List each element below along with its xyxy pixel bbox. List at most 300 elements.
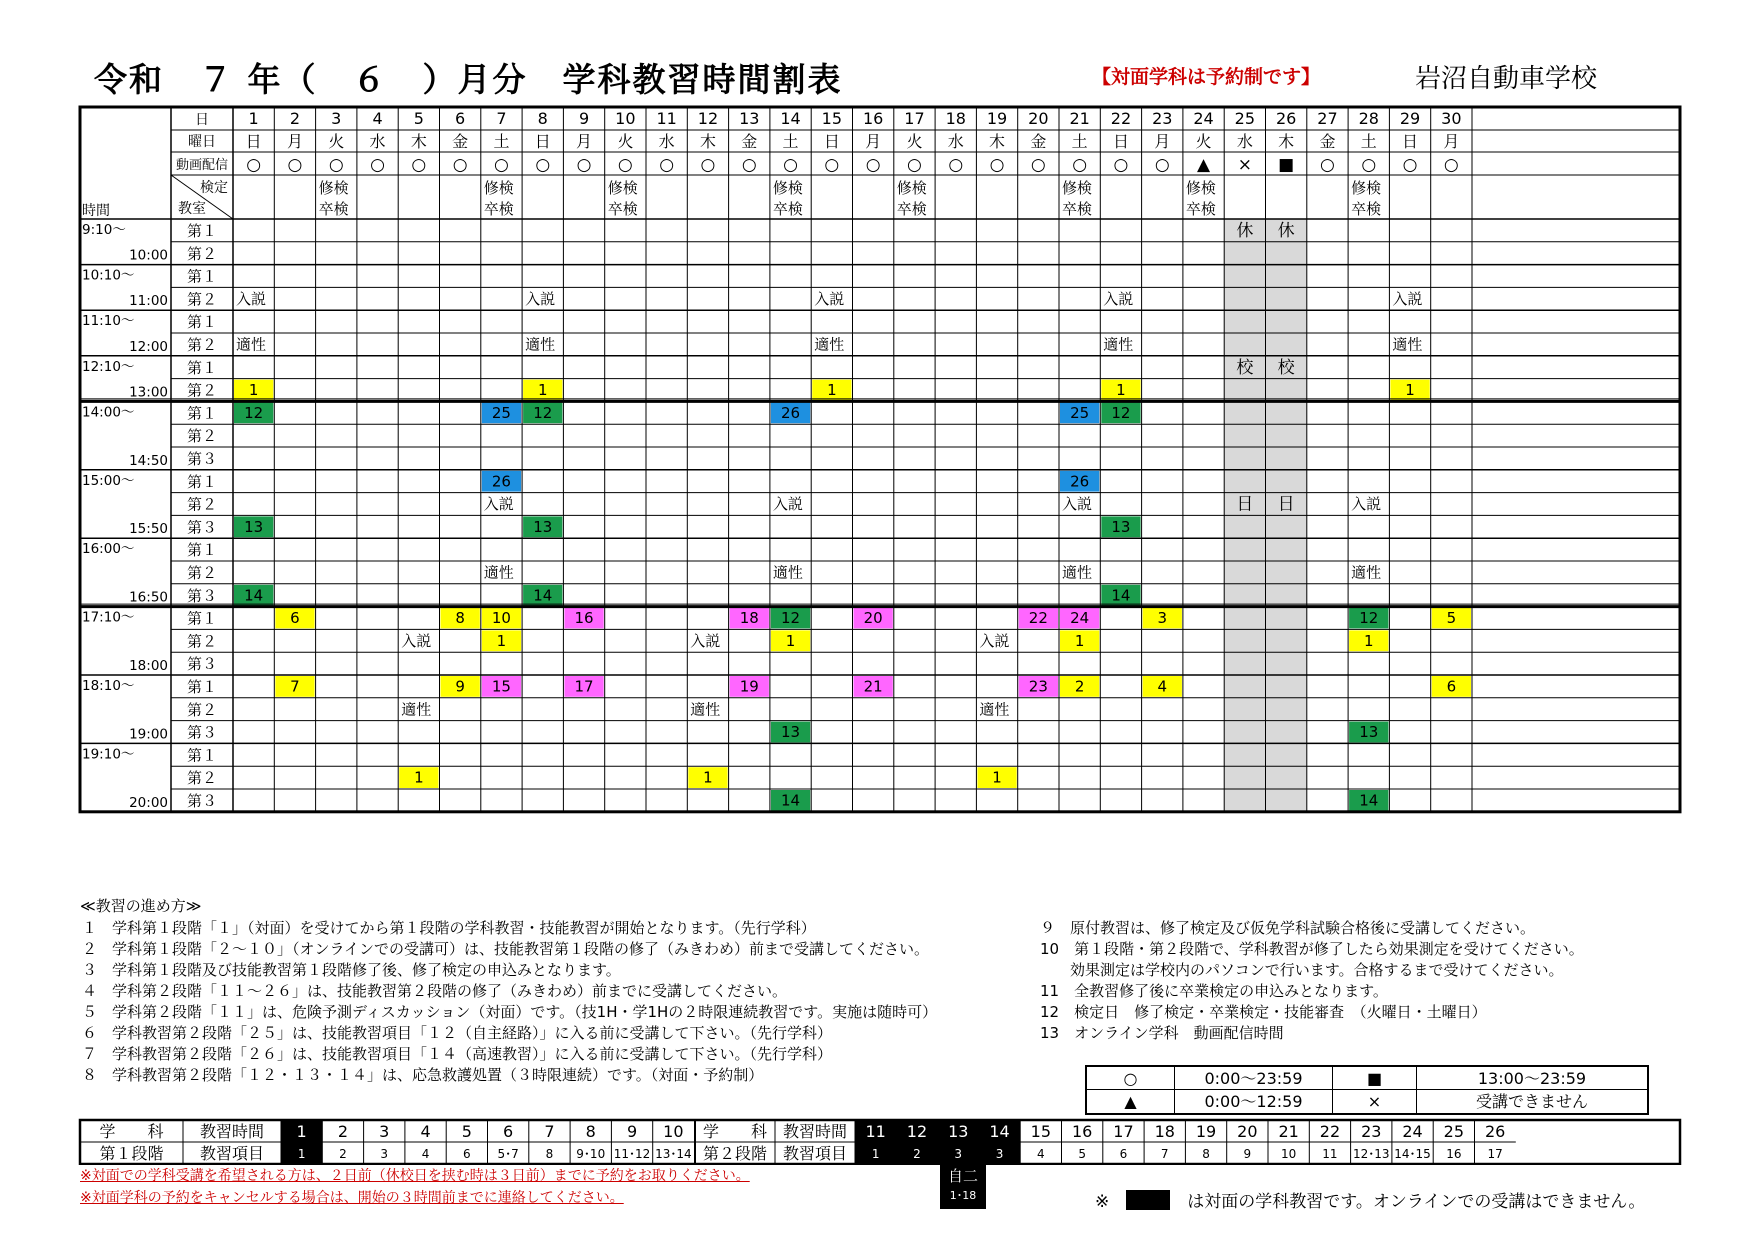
day-number: 23 <box>1152 109 1173 128</box>
curriculum-item: 12･13 <box>1352 1147 1390 1161</box>
weekday-label: 月 <box>576 132 593 151</box>
instruction-item: ８ 学科教習第２段階「１２・１３・１４」は、応急救護処置（３時限連続）です。（対面・予約制） <box>82 1066 764 1084</box>
closed-label: 校 <box>1277 357 1295 378</box>
lesson-cell: 入説 <box>772 495 803 514</box>
weekday-label: 金 <box>1030 132 1047 151</box>
curriculum-time: 1 <box>296 1122 307 1141</box>
legend-symbol: ▲ <box>1087 1090 1175 1113</box>
lesson-cell: 入説 <box>483 495 514 514</box>
curriculum-item: 14･15 <box>1394 1147 1431 1161</box>
lesson-cell: 1 <box>992 768 1002 787</box>
video-status: ○ <box>1113 155 1129 175</box>
curriculum-time: 3 <box>379 1122 390 1141</box>
day-number: 20 <box>1028 109 1049 128</box>
curriculum-time: 25 <box>1443 1122 1465 1141</box>
instruction-item: ６ 学科教習第２段階「２５」は、技能教習項目「１２（自主経路）」に入る前に受講して下さい。（先行学科） <box>82 1024 833 1042</box>
lesson-cell: 入説 <box>690 631 721 650</box>
lesson-cell: 適性 <box>1062 563 1093 582</box>
room-label: 第１ <box>186 678 218 696</box>
video-status: ○ <box>1154 155 1170 175</box>
instruction-item: ７ 学科教習第２段階「２６」は、技能教習項目「１４（高速教習）」に入る前に受講して下さい。（先行学科） <box>82 1045 833 1063</box>
slot-start-time: 17:10〜 <box>82 609 135 626</box>
video-status: ■ <box>1278 155 1295 175</box>
room-label: 第２ <box>186 564 218 582</box>
instruction-item: １ 学科第１段階「１」（対面）を受けてから第１段階の学科教習・技能教習が開始となります。（先行学科） <box>82 919 816 937</box>
exam-label: 卒検 <box>318 200 349 218</box>
curriculum-time: 21 <box>1278 1122 1299 1141</box>
video-status: ○ <box>535 155 551 175</box>
curriculum-time: 18 <box>1154 1122 1175 1141</box>
lesson-cell: 1 <box>827 381 837 400</box>
video-status: ○ <box>989 155 1005 175</box>
curriculum-time: 11 <box>865 1122 886 1141</box>
lesson-cell: 10 <box>491 609 511 628</box>
slot-start-time: 18:10〜 <box>82 678 135 694</box>
day-number: 12 <box>697 109 719 128</box>
reservation-note: ※対面での学科受講を希望される方は、２日前（休校日を挟む時は３日前）までに予約をお取りください。 <box>80 1168 750 1184</box>
weekday-label: 火 <box>617 132 634 151</box>
lesson-cell: 入説 <box>1351 495 1382 514</box>
curriculum-item: 6 <box>1119 1147 1128 1161</box>
curriculum-item: 2 <box>913 1147 921 1161</box>
curriculum-item: 1 <box>871 1147 880 1161</box>
closed-label: 校 <box>1236 357 1254 378</box>
note-mark: ※ <box>1095 1192 1110 1212</box>
day-number: 19 <box>986 109 1008 128</box>
curriculum-item: 17 <box>1487 1147 1503 1161</box>
video-status: ○ <box>287 155 303 175</box>
footer <box>80 1165 1680 1225</box>
curriculum-time: 10 <box>663 1122 684 1141</box>
lesson-cell: 14 <box>781 791 801 810</box>
room-label: 第２ <box>186 336 218 354</box>
curriculum-header: 教習項目 <box>199 1144 265 1163</box>
exam-label: 卒検 <box>1185 200 1216 218</box>
weekday-label: 木 <box>1278 132 1295 151</box>
room-label: 第１ <box>186 222 218 240</box>
lesson-cell: 25 <box>1070 403 1090 422</box>
video-status: ○ <box>948 155 964 175</box>
video-status: ○ <box>1402 155 1418 175</box>
exam-label: 卒検 <box>1062 200 1093 218</box>
curriculum-time: 15 <box>1030 1122 1052 1141</box>
lesson-cell: 1 <box>414 768 424 787</box>
legend-time: 受講できません <box>1475 1092 1588 1111</box>
weekday-label: 木 <box>989 132 1006 151</box>
lesson-cell: 20 <box>863 609 883 628</box>
curriculum-item: 2 <box>339 1147 347 1161</box>
weekday-label: 日 <box>245 132 262 151</box>
video-status: ○ <box>659 155 675 175</box>
header-video: 動画配信 <box>175 158 229 173</box>
day-number: 1 <box>248 109 259 128</box>
instruction-item: 11 全教習修了後に卒業検定の申込みとなります。 <box>1040 982 1388 1000</box>
slot-end-time: 18:00 <box>129 658 168 674</box>
lesson-cell: 適性 <box>483 563 514 582</box>
video-status: ○ <box>741 155 757 175</box>
instructions-heading: ≪教習の進め方≫ <box>80 897 202 915</box>
lesson-cell: 適性 <box>236 335 267 354</box>
lesson-cell: 13 <box>533 517 553 536</box>
slot-end-time: 11:00 <box>129 293 168 310</box>
lesson-cell: 12 <box>244 403 264 422</box>
lesson-cell: 12 <box>781 609 801 628</box>
curriculum-item: 11･12 <box>613 1147 651 1161</box>
lesson-cell: 14 <box>1111 586 1131 605</box>
lesson-cell: 入説 <box>1392 289 1423 308</box>
lesson-cell: 1 <box>537 381 548 400</box>
room-label: 第３ <box>186 723 218 742</box>
slot-start-time: 9:10〜 <box>82 222 126 238</box>
lesson-cell: 9 <box>455 677 465 696</box>
lesson-cell: 入説 <box>1062 495 1093 514</box>
weekday-label: 月 <box>1443 132 1460 151</box>
lesson-cell: 13 <box>1359 723 1379 742</box>
lesson-cell: 25 <box>491 403 511 422</box>
lesson-cell: 19 <box>739 677 759 696</box>
exam-label: 修検 <box>483 179 514 197</box>
lesson-cell: 22 <box>1028 609 1048 628</box>
room-label: 第３ <box>186 518 218 537</box>
lesson-cell: 適性 <box>814 335 845 354</box>
instruction-item: 効果測定は学校内のパソコンで行います。合格するまで受けてください。 <box>1040 961 1564 979</box>
lesson-cell: 12 <box>1359 609 1379 628</box>
day-number: 9 <box>578 109 590 128</box>
lesson-cell: 4 <box>1157 677 1168 696</box>
video-status: ○ <box>907 155 922 175</box>
exam-label: 修検 <box>607 179 638 197</box>
day-number: 2 <box>289 109 301 128</box>
note-text: は対面の学科教習です。オンラインでの受講はできません。 <box>1187 1192 1646 1212</box>
instruction-item: ９ 原付教習は、修了検定及び仮免学科試験合格後に受講してください。 <box>1040 919 1536 937</box>
day-number: 5 <box>413 109 424 128</box>
curriculum-time: 24 <box>1402 1122 1423 1141</box>
video-status: ○ <box>494 155 509 175</box>
slot-start-time: 14:00〜 <box>82 404 135 421</box>
day-number: 24 <box>1193 109 1214 128</box>
curriculum-time: 23 <box>1361 1122 1382 1141</box>
motorcycle-items: 1･18 <box>949 1189 977 1202</box>
curriculum-header: 教習時間 <box>199 1122 265 1141</box>
lesson-cell: 24 <box>1070 609 1090 628</box>
curriculum-time: 2 <box>337 1122 349 1141</box>
room-label: 第３ <box>186 450 218 468</box>
room-label: 第２ <box>186 290 218 309</box>
header-weekday: 曜日 <box>188 134 216 150</box>
weekday-label: 金 <box>452 132 469 151</box>
room-label: 第１ <box>186 541 218 560</box>
lesson-cell: 15 <box>491 677 511 696</box>
closed-label: 日 <box>1277 494 1295 515</box>
video-status: ○ <box>1030 155 1046 175</box>
curriculum-header: 教習項目 <box>782 1144 848 1163</box>
video-status: ○ <box>452 155 468 175</box>
day-number: 3 <box>331 109 342 128</box>
lesson-cell: 1 <box>1363 631 1374 650</box>
curriculum-item: 4 <box>421 1147 430 1161</box>
curriculum-label: 学 科 <box>99 1122 164 1141</box>
weekday-label: 火 <box>1195 132 1212 151</box>
lesson-cell: 26 <box>491 472 511 491</box>
legend-time: 0:00〜23:59 <box>1175 1067 1333 1090</box>
video-status: ○ <box>700 155 716 175</box>
video-status: ○ <box>328 155 344 175</box>
room-label: 第２ <box>186 700 218 719</box>
black-box-swatch <box>1126 1190 1170 1210</box>
weekday-label: 水 <box>1236 132 1253 151</box>
day-number: 29 <box>1399 109 1421 128</box>
curriculum-item: 13･14 <box>655 1147 692 1161</box>
video-status: ○ <box>411 155 427 175</box>
video-status: ○ <box>865 155 881 175</box>
curriculum-item: 8 <box>545 1147 554 1161</box>
curriculum-time: 26 <box>1484 1122 1506 1141</box>
room-label: 第２ <box>186 244 218 263</box>
instruction-item: 12 検定日 修了検定・卒業検定・技能審査 （火曜日・土曜日） <box>1040 1003 1487 1021</box>
header-day: 日 <box>195 112 209 128</box>
exam-label: 修検 <box>1062 179 1093 197</box>
lesson-cell: 17 <box>574 677 594 696</box>
header-exam: 検定 <box>200 180 228 196</box>
weekday-label: 木 <box>699 132 716 151</box>
curriculum-time: 14 <box>989 1122 1010 1141</box>
header-room: 教室 <box>178 201 206 217</box>
exam-label: 卒検 <box>1351 200 1382 218</box>
day-number: 26 <box>1275 109 1297 128</box>
day-number: 8 <box>537 109 548 128</box>
exam-label: 卒検 <box>896 200 927 218</box>
lesson-cell: 適性 <box>1103 335 1134 354</box>
weekday-label: 金 <box>1319 132 1336 151</box>
instruction-item: ５ 学科第２段階「１１」は、危険予測ディスカッション（対面）です。（技1H・学1Hの２時限連続教習です。実施は随時可） <box>82 1003 938 1021</box>
room-label: 第３ <box>186 655 218 674</box>
weekday-label: 月 <box>286 132 303 151</box>
lesson-cell: 21 <box>863 677 883 696</box>
exam-label: 卒検 <box>607 200 638 218</box>
video-status: ○ <box>370 155 385 175</box>
school-name: 岩沼自動車学校 <box>1415 64 1598 94</box>
closed-label: 日 <box>1236 494 1254 515</box>
lesson-cell: 6 <box>1446 677 1457 696</box>
lesson-cell: 1 <box>1074 631 1085 650</box>
day-number: 11 <box>656 109 677 128</box>
video-status: ○ <box>1320 155 1335 175</box>
weekday-label: 月 <box>865 132 882 151</box>
slot-end-time: 14:50 <box>129 452 168 469</box>
curriculum-item: 5･7 <box>497 1147 519 1161</box>
exam-label: 修検 <box>318 179 349 197</box>
lesson-cell: 14 <box>244 586 264 605</box>
slot-start-time: 15:00〜 <box>82 472 135 489</box>
room-label: 第１ <box>186 358 218 377</box>
day-number: 14 <box>780 109 801 128</box>
room-label: 第１ <box>186 313 218 332</box>
day-number: 16 <box>862 109 884 128</box>
lesson-cell: 12 <box>533 403 553 422</box>
video-status: ○ <box>1361 155 1377 175</box>
slot-end-time: 20:00 <box>129 794 168 811</box>
lesson-cell: 6 <box>290 609 300 628</box>
day-number: 28 <box>1358 109 1379 128</box>
slot-start-time: 12:10〜 <box>82 358 135 375</box>
day-number: 15 <box>821 109 843 128</box>
video-status: ○ <box>617 155 633 175</box>
weekday-label: 土 <box>1360 132 1377 151</box>
curriculum-time: 9 <box>626 1122 638 1141</box>
lesson-cell: 13 <box>244 517 264 536</box>
room-label: 第２ <box>186 769 218 788</box>
day-number: 30 <box>1441 109 1462 128</box>
curriculum-time: 4 <box>420 1122 431 1141</box>
closed-label: 休 <box>1236 221 1254 241</box>
timetable <box>78 105 1682 894</box>
lesson-cell: 1 <box>1405 381 1415 400</box>
lesson-cell: 1 <box>248 381 259 400</box>
lesson-cell: 入説 <box>236 289 267 308</box>
curriculum-time: 20 <box>1237 1122 1258 1141</box>
weekday-label: 火 <box>906 132 923 151</box>
slot-start-time: 19:10〜 <box>82 746 135 763</box>
room-label: 第２ <box>186 632 218 651</box>
page-header <box>78 52 1638 100</box>
lesson-cell: 13 <box>1111 517 1131 536</box>
slot-end-time: 13:00 <box>129 384 168 401</box>
instruction-item: 10 第１段階・第２段階で、学科教習が修了したら効果測定を受けてください。 <box>1040 940 1584 958</box>
curriculum-item: 7 <box>1160 1147 1169 1161</box>
curriculum-time: 19 <box>1195 1122 1217 1141</box>
lesson-cell: 適性 <box>525 335 556 354</box>
curriculum-time: 12 <box>906 1122 928 1141</box>
lesson-cell: 14 <box>1359 791 1379 810</box>
curriculum-time: 6 <box>503 1122 514 1141</box>
lesson-cell: 12 <box>1111 403 1131 422</box>
slot-start-time: 10:10〜 <box>82 267 135 284</box>
curriculum-label: 第２段階 <box>702 1144 768 1163</box>
lesson-cell: 14 <box>533 586 553 605</box>
curriculum-table <box>78 1118 1682 1165</box>
room-label: 第１ <box>186 472 218 491</box>
motorcycle-box <box>940 1165 986 1209</box>
lesson-cell: 1 <box>1116 381 1126 400</box>
curriculum-item: 5 <box>1078 1147 1086 1161</box>
slot-end-time: 10:00 <box>129 247 168 264</box>
instruction-item: ３ 学科第１段階及び技能教習第１段階修了後、修了検定の申込みとなります。 <box>82 961 621 979</box>
room-label: 第２ <box>186 495 218 514</box>
curriculum-label: 第１段階 <box>99 1144 164 1163</box>
day-number: 6 <box>455 109 466 128</box>
curriculum-time: 5 <box>461 1122 472 1141</box>
day-number: 18 <box>945 109 966 128</box>
weekday-label: 日 <box>534 132 551 151</box>
curriculum-item: 1 <box>297 1147 306 1161</box>
slot-start-time: 11:10〜 <box>82 313 135 330</box>
motorcycle-label: 自二 <box>947 1167 978 1185</box>
lesson-cell: 適性 <box>690 700 721 719</box>
curriculum-header: 教習時間 <box>782 1122 848 1141</box>
face-to-face-note <box>1095 1187 1645 1212</box>
room-label: 第１ <box>186 609 218 628</box>
weekday-label: 日 <box>1402 132 1419 151</box>
weekday-label: 火 <box>328 132 345 151</box>
lesson-cell: 入説 <box>525 289 556 308</box>
legend-symbol: × <box>1333 1090 1417 1113</box>
curriculum-time: 13 <box>948 1122 969 1141</box>
day-number: 4 <box>372 109 383 128</box>
day-number: 10 <box>615 109 636 128</box>
day-number: 27 <box>1317 109 1338 128</box>
page-title: 令和 ７ 年（ ６ ）月分 学科教習時間割表 <box>94 60 843 99</box>
lesson-cell: 1 <box>785 631 796 650</box>
day-number: 25 <box>1234 109 1256 128</box>
curriculum-label: 学 科 <box>702 1122 768 1141</box>
weekday-label: 土 <box>1071 132 1088 151</box>
room-label: 第１ <box>186 267 218 286</box>
curriculum-item: 6 <box>463 1147 471 1161</box>
curriculum-item: 16 <box>1446 1147 1462 1161</box>
room-label: 第３ <box>186 792 218 810</box>
curriculum-item: 9･10 <box>576 1147 606 1161</box>
video-status: × <box>1237 155 1252 175</box>
day-number: 17 <box>904 109 925 128</box>
instruction-item: ４ 学科第２段階「１１〜２６」は、技能教習第２段階の修了（みきわめ）前までに受講してください。 <box>82 982 788 1000</box>
cancel-note: ※対面学科の予約をキャンセルする場合は、開始の３時間前までに連絡してください。 <box>80 1190 624 1206</box>
curriculum-time: 16 <box>1071 1122 1093 1141</box>
weekday-label: 金 <box>741 132 758 151</box>
closed-label: 休 <box>1277 221 1295 241</box>
lesson-cell: 1 <box>496 631 507 650</box>
video-status: ○ <box>783 155 798 175</box>
weekday-label: 土 <box>493 132 510 151</box>
lesson-cell: 入説 <box>979 631 1010 650</box>
day-number: 13 <box>739 109 760 128</box>
weekday-label: 水 <box>369 132 386 151</box>
video-status: ○ <box>1072 155 1088 175</box>
slot-end-time: 12:00 <box>129 338 168 355</box>
lesson-cell: 18 <box>739 609 759 628</box>
slot-end-time: 15:50 <box>129 521 168 538</box>
curriculum-item: 3 <box>954 1147 963 1161</box>
curriculum-time: 7 <box>544 1122 555 1141</box>
room-label: 第２ <box>186 427 218 446</box>
day-number: 7 <box>496 109 507 128</box>
curriculum-item: 3 <box>380 1147 389 1161</box>
exam-label: 修検 <box>1185 179 1216 197</box>
weekday-label: 日 <box>823 132 840 151</box>
header-time: 時間 <box>82 203 110 219</box>
day-number: 21 <box>1069 109 1090 128</box>
lesson-cell: 5 <box>1446 609 1457 628</box>
slot-start-time: 16:00〜 <box>82 541 135 558</box>
exam-label: 卒検 <box>772 200 803 218</box>
lesson-cell: 2 <box>1074 677 1085 696</box>
lesson-cell: 23 <box>1028 677 1048 696</box>
curriculum-time: 8 <box>585 1122 596 1141</box>
weekday-label: 日 <box>1112 132 1129 151</box>
curriculum-item: 3 <box>995 1147 1004 1161</box>
curriculum-item: 4 <box>1037 1147 1045 1161</box>
curriculum-time: 22 <box>1319 1122 1341 1141</box>
day-number: 22 <box>1110 109 1132 128</box>
weekday-label: 水 <box>658 132 675 151</box>
lesson-cell: 適性 <box>401 700 432 719</box>
legend-time: 0:00〜12:59 <box>1175 1090 1333 1113</box>
exam-label: 修検 <box>896 179 927 197</box>
slot-end-time: 16:50 <box>129 589 168 606</box>
lesson-cell: 入説 <box>1103 289 1134 308</box>
lesson-cell: 26 <box>781 403 801 422</box>
instruction-item: 13 オンライン学科 動画配信時間 <box>1040 1024 1284 1042</box>
weekday-label: 水 <box>947 132 964 151</box>
